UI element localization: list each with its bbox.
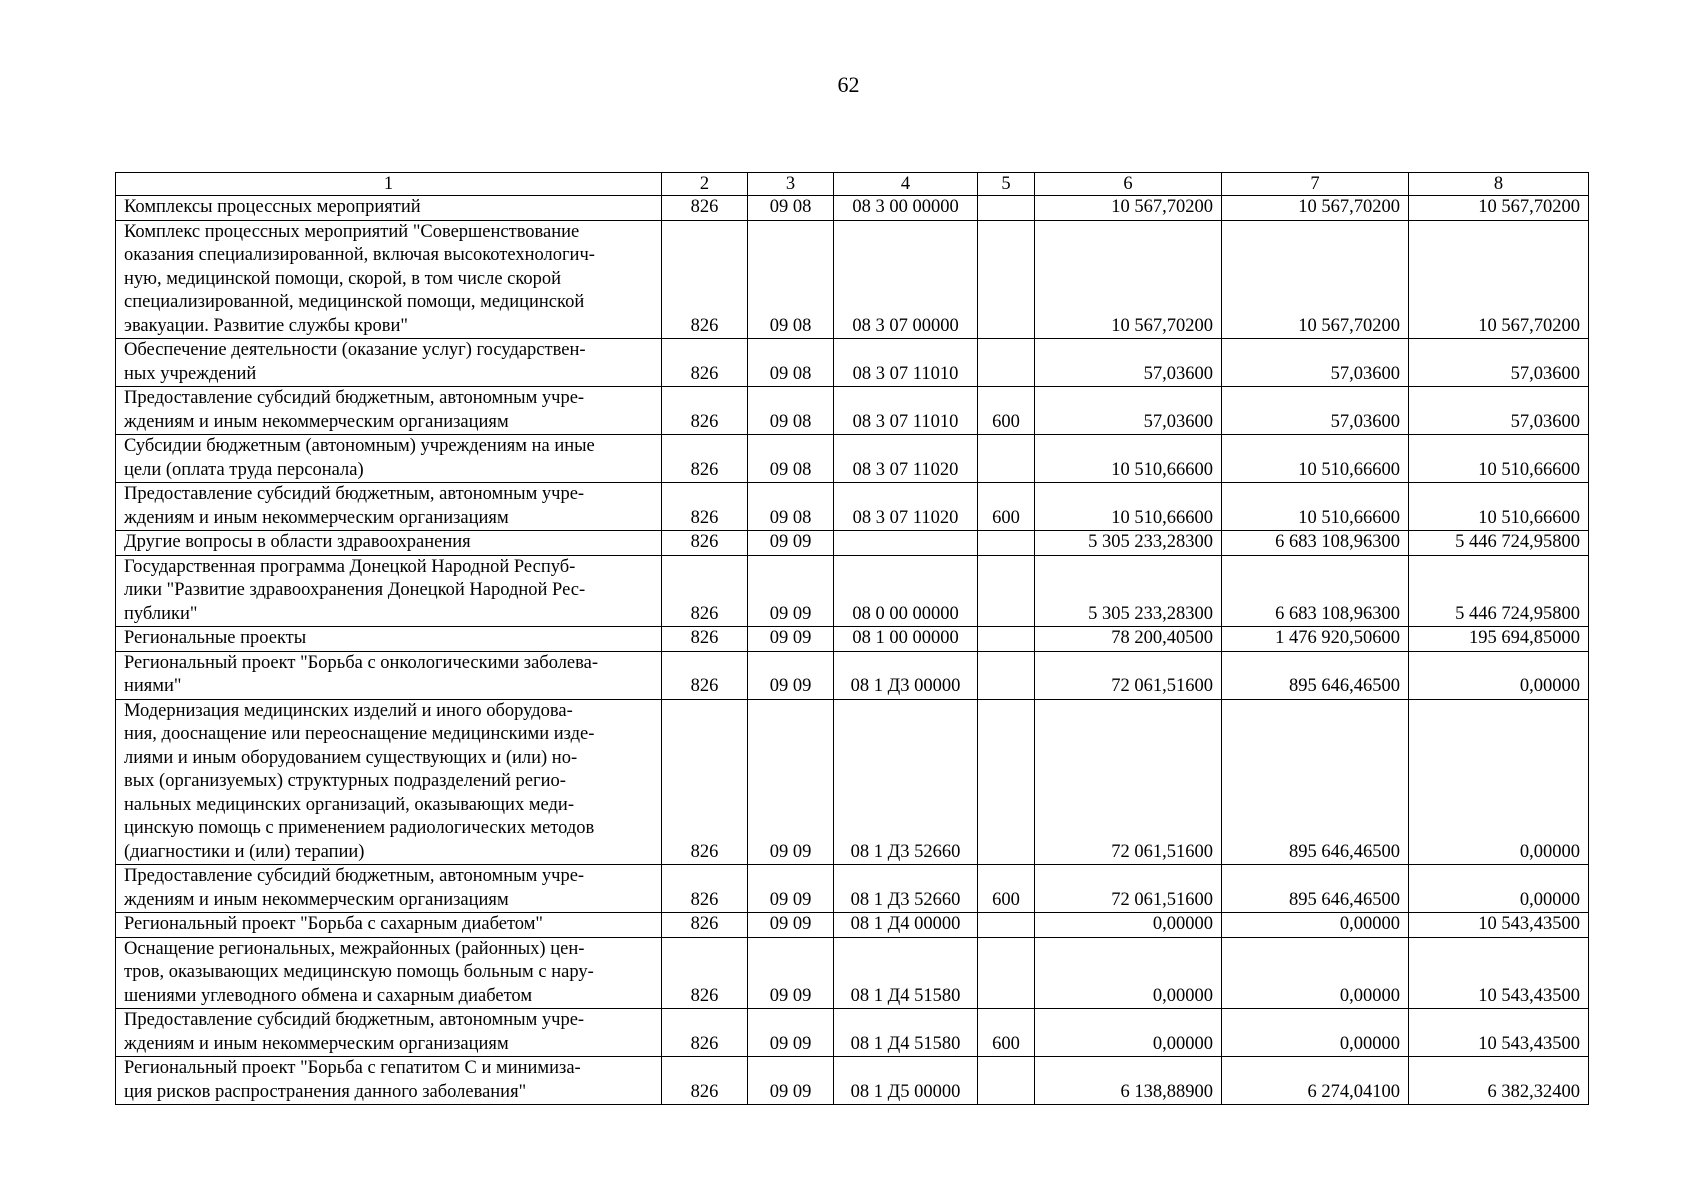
section-code-cell: 09 08 bbox=[748, 435, 834, 483]
section-code-cell: 09 08 bbox=[748, 339, 834, 387]
column-number-3: 3 bbox=[748, 173, 834, 196]
expense-type-cell bbox=[978, 913, 1035, 938]
section-code-cell: 09 09 bbox=[748, 913, 834, 938]
target-article-cell: 08 1 00 00000 bbox=[834, 627, 978, 652]
target-article-cell: 08 3 07 11010 bbox=[834, 339, 978, 387]
amount-col7-cell: 6 683 108,96300 bbox=[1222, 555, 1409, 627]
table-body bbox=[116, 173, 1589, 1105]
column-number-2: 2 bbox=[662, 173, 748, 196]
table-row bbox=[116, 339, 1589, 387]
amount-col8-cell: 57,03600 bbox=[1409, 387, 1589, 435]
row-name-cell: Предоставление субсидий бюджетным, автономным учре- ждениям и иным некоммерческим организациям bbox=[116, 865, 662, 913]
expense-type-cell: 600 bbox=[978, 1009, 1035, 1057]
amount-col7-cell: 57,03600 bbox=[1222, 339, 1409, 387]
table-row bbox=[116, 435, 1589, 483]
table-row bbox=[116, 1009, 1589, 1057]
amount-col8-cell: 10 510,66600 bbox=[1409, 435, 1589, 483]
amount-col7-cell: 10 567,70200 bbox=[1222, 220, 1409, 339]
amount-col8-cell: 10 510,66600 bbox=[1409, 483, 1589, 531]
table-row bbox=[116, 651, 1589, 699]
row-name-cell: Комплексы процессных мероприятий bbox=[116, 196, 662, 221]
ministry-code-cell: 826 bbox=[662, 531, 748, 556]
section-code-cell: 09 09 bbox=[748, 1057, 834, 1105]
expense-type-cell: 600 bbox=[978, 865, 1035, 913]
amount-col7-cell: 895 646,46500 bbox=[1222, 651, 1409, 699]
row-name-cell: Региональный проект "Борьба с онкологическими заболева- ниями" bbox=[116, 651, 662, 699]
row-name-cell: Региональные проекты bbox=[116, 627, 662, 652]
row-name-cell: Государственная программа Донецкой Народной Респуб- лики "Развитие здравоохранения Донецкой Народной Рес- публики" bbox=[116, 555, 662, 627]
amount-col8-cell: 10 543,43500 bbox=[1409, 913, 1589, 938]
table-row bbox=[116, 220, 1589, 339]
table-row bbox=[116, 555, 1589, 627]
section-code-cell: 09 08 bbox=[748, 483, 834, 531]
expense-type-cell bbox=[978, 531, 1035, 556]
row-name-cell: Региональный проект "Борьба с сахарным диабетом" bbox=[116, 913, 662, 938]
ministry-code-cell: 826 bbox=[662, 913, 748, 938]
target-article-cell: 08 3 07 11010 bbox=[834, 387, 978, 435]
amount-col8-cell: 0,00000 bbox=[1409, 651, 1589, 699]
amount-col7-cell: 895 646,46500 bbox=[1222, 699, 1409, 865]
amount-col7-cell: 0,00000 bbox=[1222, 937, 1409, 1009]
section-code-cell: 09 08 bbox=[748, 220, 834, 339]
amount-col8-cell: 5 446 724,95800 bbox=[1409, 555, 1589, 627]
amount-col7-cell: 0,00000 bbox=[1222, 913, 1409, 938]
expense-type-cell bbox=[978, 196, 1035, 221]
ministry-code-cell: 826 bbox=[662, 339, 748, 387]
amount-col8-cell: 0,00000 bbox=[1409, 699, 1589, 865]
column-number-8: 8 bbox=[1409, 173, 1589, 196]
budget-table bbox=[115, 172, 1589, 1105]
expense-type-cell: 600 bbox=[978, 483, 1035, 531]
ministry-code-cell: 826 bbox=[662, 435, 748, 483]
table-row bbox=[116, 865, 1589, 913]
section-code-cell: 09 09 bbox=[748, 627, 834, 652]
amount-col7-cell: 10 510,66600 bbox=[1222, 483, 1409, 531]
row-name-cell: Модернизация медицинских изделий и иного оборудова- ния, дооснащение или переоснащение медицинскими изде- лиями и иным оборудованием существующих и (или) но- вых (организуемых) структурных подразделений регио- нальных медицинских организаций, оказывающих меди- цинскую помощь с применением радиологических методов (диагностики и (или) терапии) bbox=[116, 699, 662, 865]
amount-col6-cell: 0,00000 bbox=[1035, 913, 1222, 938]
ministry-code-cell: 826 bbox=[662, 555, 748, 627]
target-article-cell: 08 3 07 11020 bbox=[834, 435, 978, 483]
section-code-cell: 09 09 bbox=[748, 651, 834, 699]
amount-col8-cell: 10 543,43500 bbox=[1409, 1009, 1589, 1057]
expense-type-cell bbox=[978, 339, 1035, 387]
section-code-cell: 09 09 bbox=[748, 1009, 834, 1057]
section-code-cell: 09 09 bbox=[748, 937, 834, 1009]
target-article-cell: 08 1 Д3 00000 bbox=[834, 651, 978, 699]
amount-col6-cell: 10 567,70200 bbox=[1035, 196, 1222, 221]
amount-col6-cell: 5 305 233,28300 bbox=[1035, 531, 1222, 556]
section-code-cell: 09 09 bbox=[748, 555, 834, 627]
ministry-code-cell: 826 bbox=[662, 220, 748, 339]
table-row bbox=[116, 387, 1589, 435]
table-row bbox=[116, 531, 1589, 556]
amount-col7-cell: 6 683 108,96300 bbox=[1222, 531, 1409, 556]
amount-col6-cell: 10 510,66600 bbox=[1035, 435, 1222, 483]
amount-col7-cell: 1 476 920,50600 bbox=[1222, 627, 1409, 652]
amount-col6-cell: 6 138,88900 bbox=[1035, 1057, 1222, 1105]
row-name-cell: Оснащение региональных, межрайонных (районных) цен- тров, оказывающих медицинскую помощь больным с нару- шениями углеводного обмена и сахарным диабетом bbox=[116, 937, 662, 1009]
row-name-cell: Комплекс процессных мероприятий "Совершенствование оказания специализированной, включая высокотехнологич- ную, медицинской помощи, скорой, в том числе скорой специализированной, медицинской помощи, медицинской эвакуации. Развитие службы крови" bbox=[116, 220, 662, 339]
row-name-cell: Другие вопросы в области здравоохранения bbox=[116, 531, 662, 556]
expense-type-cell bbox=[978, 937, 1035, 1009]
expense-type-cell bbox=[978, 627, 1035, 652]
expense-type-cell bbox=[978, 699, 1035, 865]
row-name-cell: Обеспечение деятельности (оказание услуг) государствен- ных учреждений bbox=[116, 339, 662, 387]
ministry-code-cell: 826 bbox=[662, 1057, 748, 1105]
ministry-code-cell: 826 bbox=[662, 627, 748, 652]
amount-col8-cell: 6 382,32400 bbox=[1409, 1057, 1589, 1105]
amount-col8-cell: 195 694,85000 bbox=[1409, 627, 1589, 652]
row-name-cell: Региональный проект "Борьба с гепатитом С и минимиза- ция рисков распространения данного заболевания" bbox=[116, 1057, 662, 1105]
header-row bbox=[116, 173, 1589, 196]
section-code-cell: 09 09 bbox=[748, 699, 834, 865]
section-code-cell: 09 09 bbox=[748, 531, 834, 556]
column-number-7: 7 bbox=[1222, 173, 1409, 196]
amount-col8-cell: 10 543,43500 bbox=[1409, 937, 1589, 1009]
ministry-code-cell: 826 bbox=[662, 651, 748, 699]
section-code-cell: 09 08 bbox=[748, 196, 834, 221]
column-number-4: 4 bbox=[834, 173, 978, 196]
amount-col6-cell: 72 061,51600 bbox=[1035, 865, 1222, 913]
ministry-code-cell: 826 bbox=[662, 196, 748, 221]
section-code-cell: 09 08 bbox=[748, 387, 834, 435]
ministry-code-cell: 826 bbox=[662, 1009, 748, 1057]
table-row bbox=[116, 913, 1589, 938]
expense-type-cell bbox=[978, 435, 1035, 483]
row-name-cell: Предоставление субсидий бюджетным, автономным учре- ждениям и иным некоммерческим организациям bbox=[116, 483, 662, 531]
target-article-cell: 08 1 Д4 00000 bbox=[834, 913, 978, 938]
column-number-1: 1 bbox=[116, 173, 662, 196]
amount-col6-cell: 0,00000 bbox=[1035, 937, 1222, 1009]
amount-col6-cell: 78 200,40500 bbox=[1035, 627, 1222, 652]
table-row bbox=[116, 196, 1589, 221]
ministry-code-cell: 826 bbox=[662, 937, 748, 1009]
target-article-cell: 08 0 00 00000 bbox=[834, 555, 978, 627]
amount-col7-cell: 6 274,04100 bbox=[1222, 1057, 1409, 1105]
expense-type-cell bbox=[978, 220, 1035, 339]
target-article-cell: 08 1 Д4 51580 bbox=[834, 937, 978, 1009]
target-article-cell: 08 3 07 00000 bbox=[834, 220, 978, 339]
table-row bbox=[116, 937, 1589, 1009]
amount-col6-cell: 57,03600 bbox=[1035, 387, 1222, 435]
ministry-code-cell: 826 bbox=[662, 865, 748, 913]
target-article-cell: 08 1 Д4 51580 bbox=[834, 1009, 978, 1057]
page-number: 62 bbox=[837, 72, 860, 97]
amount-col7-cell: 0,00000 bbox=[1222, 1009, 1409, 1057]
ministry-code-cell: 826 bbox=[662, 699, 748, 865]
target-article-cell: 08 1 Д5 00000 bbox=[834, 1057, 978, 1105]
table-row bbox=[116, 483, 1589, 531]
amount-col8-cell: 57,03600 bbox=[1409, 339, 1589, 387]
row-name-cell: Субсидии бюджетным (автономным) учреждениям на иные цели (оплата труда персонала) bbox=[116, 435, 662, 483]
expense-type-cell bbox=[978, 1057, 1035, 1105]
amount-col6-cell: 10 567,70200 bbox=[1035, 220, 1222, 339]
amount-col8-cell: 10 567,70200 bbox=[1409, 220, 1589, 339]
section-code-cell: 09 09 bbox=[748, 865, 834, 913]
target-article-cell: 08 3 00 00000 bbox=[834, 196, 978, 221]
table-row bbox=[116, 699, 1589, 865]
amount-col6-cell: 72 061,51600 bbox=[1035, 651, 1222, 699]
amount-col6-cell: 72 061,51600 bbox=[1035, 699, 1222, 865]
column-number-6: 6 bbox=[1035, 173, 1222, 196]
row-name-cell: Предоставление субсидий бюджетным, автономным учре- ждениям и иным некоммерческим организациям bbox=[116, 387, 662, 435]
amount-col8-cell: 5 446 724,95800 bbox=[1409, 531, 1589, 556]
amount-col6-cell: 10 510,66600 bbox=[1035, 483, 1222, 531]
amount-col7-cell: 57,03600 bbox=[1222, 387, 1409, 435]
amount-col7-cell: 10 567,70200 bbox=[1222, 196, 1409, 221]
amount-col7-cell: 895 646,46500 bbox=[1222, 865, 1409, 913]
target-article-cell bbox=[834, 531, 978, 556]
target-article-cell: 08 1 Д3 52660 bbox=[834, 865, 978, 913]
column-number-5: 5 bbox=[978, 173, 1035, 196]
target-article-cell: 08 3 07 11020 bbox=[834, 483, 978, 531]
amount-col8-cell: 10 567,70200 bbox=[1409, 196, 1589, 221]
amount-col6-cell: 5 305 233,28300 bbox=[1035, 555, 1222, 627]
amount-col6-cell: 57,03600 bbox=[1035, 339, 1222, 387]
amount-col8-cell: 0,00000 bbox=[1409, 865, 1589, 913]
table-row bbox=[116, 1057, 1589, 1105]
expense-type-cell: 600 bbox=[978, 387, 1035, 435]
row-name-cell: Предоставление субсидий бюджетным, автономным учре- ждениям и иным некоммерческим организациям bbox=[116, 1009, 662, 1057]
target-article-cell: 08 1 Д3 52660 bbox=[834, 699, 978, 865]
ministry-code-cell: 826 bbox=[662, 483, 748, 531]
expense-type-cell bbox=[978, 555, 1035, 627]
table-row bbox=[116, 627, 1589, 652]
amount-col6-cell: 0,00000 bbox=[1035, 1009, 1222, 1057]
expense-type-cell bbox=[978, 651, 1035, 699]
ministry-code-cell: 826 bbox=[662, 387, 748, 435]
amount-col7-cell: 10 510,66600 bbox=[1222, 435, 1409, 483]
